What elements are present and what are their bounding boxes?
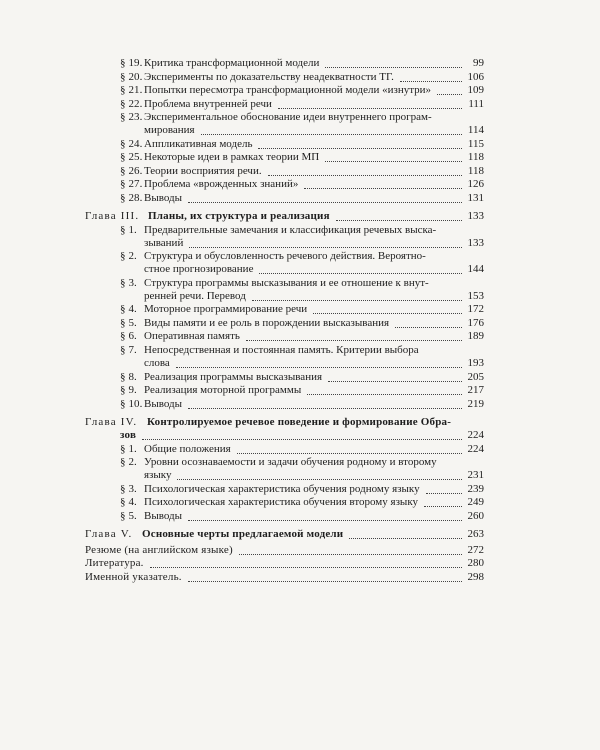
dot-leader <box>258 147 462 149</box>
page-number: 224 <box>467 442 484 455</box>
dot-leader <box>268 174 462 176</box>
page-number: 126 <box>467 178 484 191</box>
page-number: 193 <box>467 357 484 369</box>
dot-leader <box>252 299 462 301</box>
entry-title-line: Критика трансформационной модели <box>144 57 320 69</box>
entry-title: Резюме (на английском языке) <box>85 543 233 556</box>
entry-title-line: зываний <box>144 236 184 249</box>
entry-title-line: Выводы <box>144 191 183 204</box>
page-number: 224 <box>467 429 484 442</box>
section-number: § 6. <box>120 330 137 343</box>
section-number: § 4. <box>120 303 137 316</box>
entry-title-line: Выводы <box>144 397 183 410</box>
page-number: 115 <box>467 137 484 150</box>
entry-title-line: Выводы <box>144 509 183 522</box>
page-number: 298 <box>467 570 484 583</box>
entry-title-line: Основные черты предлагаемой модели <box>142 528 344 541</box>
entry-title-line: зов <box>120 429 137 442</box>
page-number: 144 <box>467 263 484 276</box>
entry-title-line: мирования <box>144 124 195 137</box>
entry-title-line: Реализация программы высказывания <box>144 370 323 383</box>
page-number: 260 <box>467 509 484 522</box>
section-number: § 4. <box>120 496 137 509</box>
section-number: § 1. <box>120 442 137 455</box>
page-number: 133 <box>467 236 484 249</box>
dot-leader <box>400 80 462 82</box>
section-number: § 26. <box>120 164 143 177</box>
entry-title-line: Экспериментальное обоснование идеи внутреннего програм- <box>144 111 432 123</box>
entry-title-line: языку <box>144 469 172 482</box>
dot-leader <box>325 66 462 68</box>
page-number: 99 <box>473 57 484 69</box>
dot-leader <box>188 519 462 521</box>
dot-leader <box>426 492 462 494</box>
dot-leader <box>201 133 462 135</box>
dot-leader <box>328 380 462 382</box>
page-number: 118 <box>467 164 484 177</box>
page-number: 114 <box>467 124 484 137</box>
entry-title-line: стное прогнозирование <box>144 263 254 276</box>
dot-leader <box>176 366 462 368</box>
entry-title-line: Психологическая характеристика обучения второму языку <box>144 496 419 509</box>
chapter-label: Глава V. <box>85 528 133 541</box>
dot-leader <box>259 272 462 274</box>
page-number: 219 <box>467 397 484 410</box>
section-number: § 24. <box>120 137 143 150</box>
dot-leader <box>239 553 462 555</box>
chapter-label: Глава IV. <box>85 416 138 428</box>
chapter-label: Глава III. <box>85 210 140 223</box>
dot-leader <box>189 246 462 248</box>
entry-title-line: Общие положения <box>144 442 231 455</box>
entry-title-line: Попытки пересмотра трансформационной модели «изнутри» <box>144 84 432 96</box>
section-number: § 20. <box>120 70 143 83</box>
entry-title: Литература. <box>85 557 144 570</box>
section-number: § 7. <box>120 343 137 356</box>
entry-title-line: Структура и обусловленность речевого действия. Вероятно- <box>144 250 426 263</box>
dot-leader <box>188 201 462 203</box>
page-number: 176 <box>467 316 484 329</box>
entry-title-line: Планы, их структура и реализация <box>148 210 330 223</box>
entry-title-line: Эксперименты по доказательству неадекватности ТГ. <box>144 70 394 83</box>
section-number: § 21. <box>120 84 143 96</box>
entry-title-line: Уровни осознаваемости и задачи обучения родному и второму <box>144 456 437 469</box>
dot-leader <box>246 339 462 341</box>
entry-title-line: Некоторые идеи в рамках теории МП <box>144 151 320 164</box>
section-number: § 23. <box>120 111 143 123</box>
entry-title-line: Структура программы высказывания и ее отношение к внут- <box>144 276 429 289</box>
section-number: § 3. <box>120 276 137 289</box>
dot-leader <box>336 219 462 221</box>
page-number: 217 <box>467 384 484 396</box>
page-number: 272 <box>467 543 484 556</box>
page-number: 118 <box>467 151 484 164</box>
dot-leader <box>424 505 462 507</box>
page-number: 111 <box>468 97 484 110</box>
section-number: § 2. <box>120 250 137 263</box>
entry-title-line: Моторное программирование речи <box>144 303 308 316</box>
dot-leader <box>307 393 462 395</box>
page-number: 133 <box>467 210 484 223</box>
page-number: 189 <box>467 330 484 343</box>
section-number: § 8. <box>120 370 137 383</box>
entry-title-line: Проблема «врожденных знаний» <box>144 178 299 191</box>
entry-title-line: Теории восприятия речи. <box>144 164 262 177</box>
page-number: 205 <box>467 370 484 383</box>
dot-leader <box>278 107 462 109</box>
section-number: § 9. <box>120 384 137 396</box>
entry-title-line: Аппликативная модель <box>144 137 253 150</box>
dot-leader <box>177 478 462 480</box>
dot-leader <box>150 566 462 568</box>
entry-title-line: Непосредственная и постоянная память. Критерии выбора <box>144 343 419 356</box>
dot-leader <box>313 312 462 314</box>
section-number: § 28. <box>120 191 143 204</box>
section-number: § 10. <box>120 397 143 410</box>
entry-title-line: Виды памяти и ее роль в порождении высказывания <box>144 316 390 329</box>
entry-title-line: Предварительные замечания и классификация речевых выска- <box>144 223 437 236</box>
page-number: 249 <box>467 496 484 509</box>
page-number: 109 <box>467 84 484 96</box>
section-number: § 22. <box>120 97 143 110</box>
page-number: 153 <box>467 289 484 302</box>
page-number: 231 <box>467 469 484 482</box>
entry-title-line: Контролируемое речевое поведение и формирование Обра- <box>147 416 452 428</box>
entry-title-line: ренней речи. Перевод <box>144 289 246 302</box>
page-number: 172 <box>467 303 484 316</box>
section-number: § 5. <box>120 509 137 522</box>
entry-title-line: Оперативная память <box>144 330 240 343</box>
entry-title-line: Реализация моторной программы <box>144 384 302 396</box>
page-number: 239 <box>467 482 484 495</box>
entry-title-line: Психологическая характеристика обучения родному языку <box>144 482 420 495</box>
section-number: § 19. <box>120 57 143 69</box>
page-number: 106 <box>467 70 484 83</box>
section-number: § 3. <box>120 482 137 495</box>
dot-leader <box>142 438 462 440</box>
page-number: 131 <box>467 191 484 204</box>
section-number: § 1. <box>120 223 137 236</box>
dot-leader <box>349 537 462 539</box>
dot-leader <box>325 160 462 162</box>
dot-leader <box>437 93 462 95</box>
dot-leader <box>237 452 462 454</box>
dot-leader <box>188 580 462 582</box>
entry-title-line: Проблема внутренней речи <box>144 97 272 110</box>
page-number: 280 <box>467 557 484 570</box>
section-number: § 27. <box>120 178 143 191</box>
dot-leader <box>395 326 462 328</box>
entry-title: Именной указатель. <box>85 570 182 583</box>
dot-leader <box>304 187 462 189</box>
page-number: 263 <box>467 528 484 541</box>
entry-title-line: слова <box>144 357 170 369</box>
section-number: § 2. <box>120 456 137 469</box>
dot-leader <box>188 407 462 409</box>
section-number: § 25. <box>120 151 143 164</box>
section-number: § 5. <box>120 316 137 329</box>
